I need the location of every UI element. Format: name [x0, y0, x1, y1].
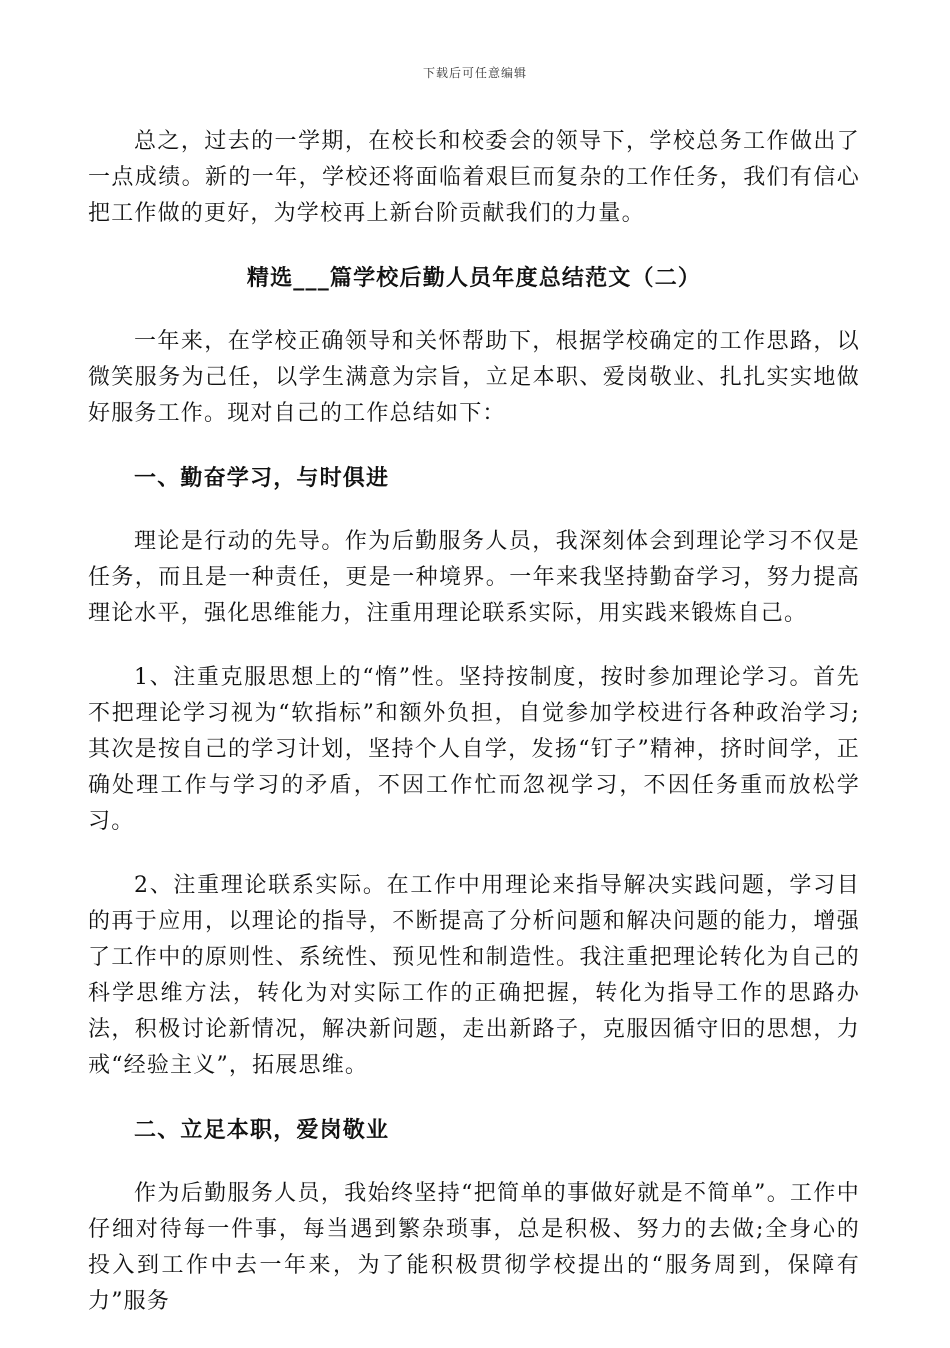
paragraph-conclusion: 总之，过去的一学期，在校长和校委会的领导下，学校总务工作做出了一点成绩。新的一年，学校还将面临着艰巨而复杂的工作任务，我们有信心把工作做的更好，为学校再上新台阶贡献我们的力量。	[88, 129, 860, 226]
paragraph-theory: 理论是行动的先导。作为后勤服务人员，我深刻体会到理论学习不仅是任务，而且是一种责任，更是一种境界。一年来我坚持勤奋学习，努力提高理论水平，强化思维能力，注重用理论联系实际，用实践来锻炼自己。	[88, 529, 860, 626]
document-title: 精选___篇学校后勤人员年度总结范文（二）	[246, 265, 702, 291]
document-body	[88, 124, 860, 1348]
header-note: 下载后可任意编辑	[422, 66, 527, 80]
paragraph-point-1: 1、注重克服思想上的“惰”性。坚持按制度，按时参加理论学习。首先不把理论学习视为“软指标”和额外负担，自觉参加学校进行各种政治学习;其次是按自己的学习计划，坚持个人自学，发扬“钉子”精神，挤时间学，正确处理工作与学习的矛盾，不因工作忙而忽视学习，不因任务重而放松学习。	[88, 665, 860, 834]
paragraph-service: 作为后勤服务人员，我始终坚持“把简单的事做好就是不简单”。工作中仔细对待每一件事，每当遇到繁杂琐事，总是积极、努力的去做;全身心的投入到工作中去一年来，为了能积极贯彻学校提出的“服务周到，保障有力”服务	[88, 1181, 860, 1314]
paragraph-point-2: 2、注重理论联系实际。在工作中用理论来指导解决实践问题，学习目的再于应用，以理论的指导，不断提高了分析问题和解决问题的能力，增强了工作中的原则性、系统性、预见性和制造性。我注重把理论转化为自己的科学思维方法，转化为对实际工作的正确把握，转化为指导工作的思路办法，积极讨论新情况，解决新问题，走出新路子，克服因循守旧的思想，力戒“经验主义”，拓展思维。	[88, 873, 860, 1078]
section-heading-1: 一、勤奋学习，与时俱进	[134, 465, 390, 491]
section-heading-2: 二、立足本职，爱岗敬业	[134, 1117, 390, 1143]
paragraph-intro: 一年来，在学校正确领导和关怀帮助下，根据学校确定的工作思路，以微笑服务为己任，以学生满意为宗旨，立足本职、爱岗敬业、扎扎实实地做好服务工作。现对自己的工作总结如下：	[88, 329, 860, 426]
